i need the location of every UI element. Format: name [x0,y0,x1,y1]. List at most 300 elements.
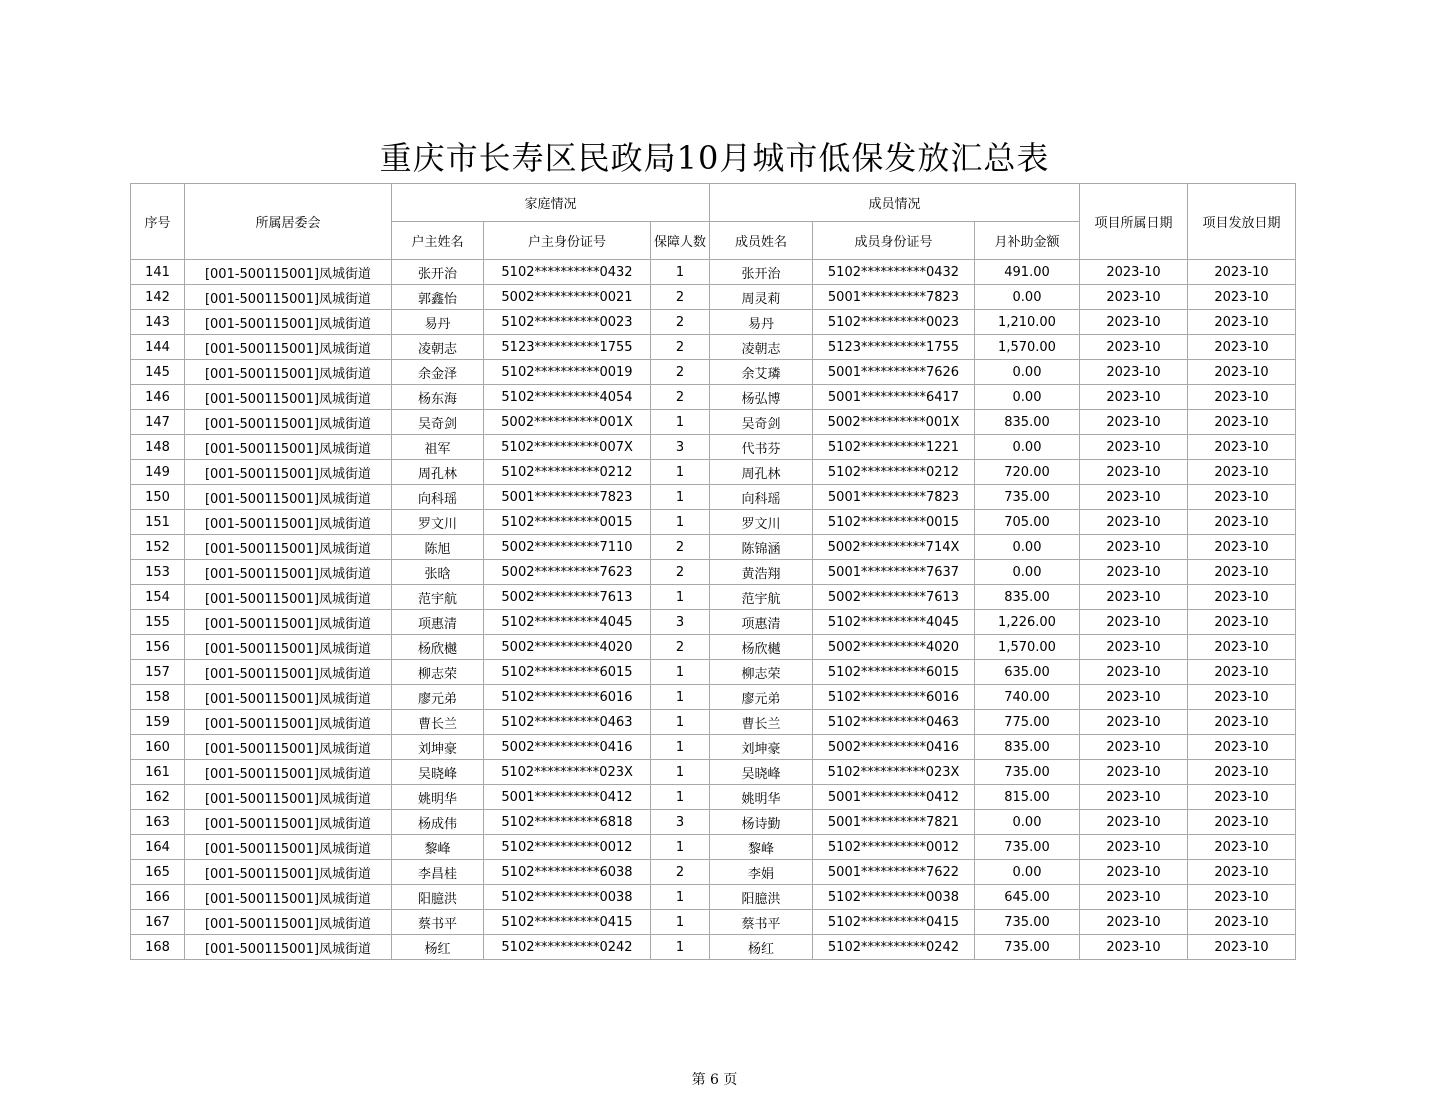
cell-head-name: 杨东海 [392,385,484,410]
cell-committee: [001-500115001]凤城街道 [185,410,392,435]
table-row [131,860,1296,885]
cell-member-id: 5002**********4020 [813,635,975,660]
cell-head-name: 罗文川 [392,510,484,535]
table-row [131,910,1296,935]
cell-head-name: 廖元弟 [392,685,484,710]
cell-persons: 2 [651,285,710,310]
cell-head-name: 李昌桂 [392,860,484,885]
cell-subsidy: 735.00 [975,935,1080,960]
header-head-name: 户主姓名 [392,222,484,260]
cell-persons: 3 [651,435,710,460]
cell-head-id: 5102**********4045 [484,610,651,635]
table-row [131,410,1296,435]
cell-member-id: 5102**********023X [813,760,975,785]
cell-subsidy: 0.00 [975,560,1080,585]
cell-member-name: 吴奇剑 [710,410,813,435]
cell-item-month: 2023-10 [1080,685,1188,710]
cell-seq: 153 [131,560,185,585]
cell-member-name: 蔡书平 [710,910,813,935]
cell-head-id: 5001**********7823 [484,485,651,510]
cell-subsidy: 740.00 [975,685,1080,710]
cell-issue-date: 2023-10 [1188,535,1296,560]
cell-subsidy: 835.00 [975,585,1080,610]
cell-persons: 1 [651,685,710,710]
cell-item-month: 2023-10 [1080,785,1188,810]
cell-member-name: 陈锦涵 [710,535,813,560]
cell-member-id: 5001**********7823 [813,285,975,310]
cell-subsidy: 1,570.00 [975,635,1080,660]
cell-persons: 1 [651,785,710,810]
cell-seq: 167 [131,910,185,935]
cell-head-id: 5102**********0015 [484,510,651,535]
cell-persons: 1 [651,885,710,910]
cell-persons: 1 [651,510,710,535]
header-member-group: 成员情况 [710,184,1080,222]
header-head-id: 户主身份证号 [484,222,651,260]
cell-seq: 163 [131,810,185,835]
cell-item-month: 2023-10 [1080,935,1188,960]
cell-committee: [001-500115001]凤城街道 [185,885,392,910]
cell-item-month: 2023-10 [1080,585,1188,610]
table-row [131,810,1296,835]
cell-head-id: 5102**********6016 [484,685,651,710]
cell-committee: [001-500115001]凤城街道 [185,535,392,560]
cell-issue-date: 2023-10 [1188,810,1296,835]
cell-persons: 2 [651,310,710,335]
cell-item-month: 2023-10 [1080,660,1188,685]
cell-head-id: 5102**********0242 [484,935,651,960]
cell-item-month: 2023-10 [1080,360,1188,385]
cell-subsidy: 835.00 [975,410,1080,435]
cell-member-id: 5102**********0432 [813,260,975,285]
cell-head-id: 5001**********0412 [484,785,651,810]
cell-member-id: 5102**********0015 [813,510,975,535]
subsidy-table [130,183,1296,960]
cell-issue-date: 2023-10 [1188,910,1296,935]
table-row [131,585,1296,610]
cell-member-name: 杨红 [710,935,813,960]
cell-seq: 158 [131,685,185,710]
cell-persons: 2 [651,860,710,885]
cell-issue-date: 2023-10 [1188,560,1296,585]
cell-subsidy: 0.00 [975,810,1080,835]
cell-seq: 146 [131,385,185,410]
cell-seq: 168 [131,935,185,960]
cell-member-id: 5001**********6417 [813,385,975,410]
cell-persons: 1 [651,835,710,860]
cell-item-month: 2023-10 [1080,460,1188,485]
cell-seq: 143 [131,310,185,335]
cell-subsidy: 1,226.00 [975,610,1080,635]
cell-committee: [001-500115001]凤城街道 [185,510,392,535]
header-member-id: 成员身份证号 [813,222,975,260]
cell-committee: [001-500115001]凤城街道 [185,360,392,385]
cell-committee: [001-500115001]凤城街道 [185,485,392,510]
cell-subsidy: 491.00 [975,260,1080,285]
cell-committee: [001-500115001]凤城街道 [185,910,392,935]
cell-member-name: 曹长兰 [710,710,813,735]
cell-head-name: 蔡书平 [392,910,484,935]
cell-head-id: 5002**********001X [484,410,651,435]
page-title: 重庆市长寿区民政局10月城市低保发放汇总表 [379,139,1050,177]
cell-seq: 166 [131,885,185,910]
cell-subsidy: 0.00 [975,860,1080,885]
cell-issue-date: 2023-10 [1188,435,1296,460]
cell-head-id: 5002**********4020 [484,635,651,660]
table-row [131,885,1296,910]
table-row [131,685,1296,710]
cell-head-id: 5102**********0212 [484,460,651,485]
table-row [131,635,1296,660]
cell-member-id: 5102**********6016 [813,685,975,710]
cell-head-name: 杨欣樾 [392,635,484,660]
cell-seq: 156 [131,635,185,660]
cell-member-id: 5102**********0242 [813,935,975,960]
cell-issue-date: 2023-10 [1188,635,1296,660]
cell-committee: [001-500115001]凤城街道 [185,285,392,310]
cell-item-month: 2023-10 [1080,310,1188,335]
cell-member-name: 廖元弟 [710,685,813,710]
cell-head-id: 5102**********0463 [484,710,651,735]
cell-seq: 149 [131,460,185,485]
cell-committee: [001-500115001]凤城街道 [185,385,392,410]
cell-committee: [001-500115001]凤城街道 [185,635,392,660]
cell-seq: 154 [131,585,185,610]
cell-member-id: 5102**********0012 [813,835,975,860]
cell-member-id: 5102**********0463 [813,710,975,735]
cell-issue-date: 2023-10 [1188,835,1296,860]
cell-head-id: 5102**********0432 [484,260,651,285]
cell-seq: 159 [131,710,185,735]
cell-subsidy: 0.00 [975,285,1080,310]
cell-head-name: 余金泽 [392,360,484,385]
table-row [131,835,1296,860]
cell-head-id: 5102**********0019 [484,360,651,385]
cell-subsidy: 735.00 [975,485,1080,510]
cell-committee: [001-500115001]凤城街道 [185,610,392,635]
cell-persons: 2 [651,635,710,660]
cell-committee: [001-500115001]凤城街道 [185,310,392,335]
cell-subsidy: 635.00 [975,660,1080,685]
cell-head-id: 5002**********7110 [484,535,651,560]
cell-committee: [001-500115001]凤城街道 [185,785,392,810]
cell-subsidy: 815.00 [975,785,1080,810]
cell-head-name: 杨成伟 [392,810,484,835]
cell-issue-date: 2023-10 [1188,385,1296,410]
cell-seq: 162 [131,785,185,810]
cell-item-month: 2023-10 [1080,410,1188,435]
cell-issue-date: 2023-10 [1188,610,1296,635]
cell-subsidy: 735.00 [975,910,1080,935]
cell-seq: 148 [131,435,185,460]
cell-member-name: 吴晓峰 [710,760,813,785]
cell-persons: 2 [651,360,710,385]
cell-seq: 142 [131,285,185,310]
cell-issue-date: 2023-10 [1188,735,1296,760]
table-row [131,935,1296,960]
cell-issue-date: 2023-10 [1188,460,1296,485]
cell-head-name: 黎峰 [392,835,484,860]
cell-persons: 1 [651,485,710,510]
header-family-group: 家庭情况 [392,184,710,222]
table-row [131,310,1296,335]
cell-committee: [001-500115001]凤城街道 [185,935,392,960]
cell-subsidy: 1,210.00 [975,310,1080,335]
cell-member-id: 5102**********4045 [813,610,975,635]
table-row [131,335,1296,360]
cell-head-id: 5102**********023X [484,760,651,785]
cell-member-id: 5001**********7821 [813,810,975,835]
cell-committee: [001-500115001]凤城街道 [185,435,392,460]
table-row [131,285,1296,310]
cell-committee: [001-500115001]凤城街道 [185,710,392,735]
cell-subsidy: 0.00 [975,435,1080,460]
cell-member-name: 李娟 [710,860,813,885]
cell-item-month: 2023-10 [1080,610,1188,635]
header-seq: 序号 [131,184,185,260]
cell-head-name: 陈旭 [392,535,484,560]
cell-persons: 1 [651,935,710,960]
cell-member-name: 罗文川 [710,510,813,535]
cell-head-name: 易丹 [392,310,484,335]
header-member-name: 成员姓名 [710,222,813,260]
cell-head-id: 5002**********0416 [484,735,651,760]
cell-committee: [001-500115001]凤城街道 [185,835,392,860]
table-row [131,660,1296,685]
cell-head-id: 5102**********0023 [484,310,651,335]
cell-head-name: 周孔林 [392,460,484,485]
cell-member-name: 阳臆洪 [710,885,813,910]
cell-member-id: 5102**********1221 [813,435,975,460]
cell-member-id: 5102**********0023 [813,310,975,335]
cell-head-id: 5102**********6818 [484,810,651,835]
cell-head-name: 柳志荣 [392,660,484,685]
cell-item-month: 2023-10 [1080,710,1188,735]
cell-subsidy: 1,570.00 [975,335,1080,360]
table-row [131,360,1296,385]
cell-issue-date: 2023-10 [1188,935,1296,960]
cell-persons: 2 [651,560,710,585]
table-row [131,485,1296,510]
cell-seq: 165 [131,860,185,885]
cell-head-name: 阳臆洪 [392,885,484,910]
cell-item-month: 2023-10 [1080,835,1188,860]
cell-issue-date: 2023-10 [1188,485,1296,510]
cell-item-month: 2023-10 [1080,510,1188,535]
table-row [131,260,1296,285]
cell-member-id: 5102**********0212 [813,460,975,485]
cell-persons: 1 [651,410,710,435]
cell-item-month: 2023-10 [1080,260,1188,285]
cell-seq: 155 [131,610,185,635]
cell-member-name: 易丹 [710,310,813,335]
cell-seq: 150 [131,485,185,510]
table-row [131,560,1296,585]
table-row [131,610,1296,635]
cell-seq: 144 [131,335,185,360]
cell-persons: 1 [651,735,710,760]
cell-issue-date: 2023-10 [1188,510,1296,535]
cell-head-id: 5102**********007X [484,435,651,460]
cell-member-name: 项惠清 [710,610,813,635]
cell-head-id: 5102**********0415 [484,910,651,935]
cell-issue-date: 2023-10 [1188,660,1296,685]
cell-member-name: 周灵莉 [710,285,813,310]
cell-member-id: 5001**********7637 [813,560,975,585]
cell-head-id: 5123**********1755 [484,335,651,360]
cell-head-name: 杨红 [392,935,484,960]
cell-persons: 1 [651,460,710,485]
cell-head-id: 5102**********6015 [484,660,651,685]
cell-seq: 160 [131,735,185,760]
table-row [131,710,1296,735]
cell-subsidy: 705.00 [975,510,1080,535]
table-row [131,435,1296,460]
cell-head-name: 项惠清 [392,610,484,635]
header-committee: 所属居委会 [185,184,392,260]
table-row [131,735,1296,760]
cell-seq: 151 [131,510,185,535]
cell-issue-date: 2023-10 [1188,260,1296,285]
cell-item-month: 2023-10 [1080,560,1188,585]
cell-subsidy: 835.00 [975,735,1080,760]
cell-member-id: 5102**********0415 [813,910,975,935]
cell-issue-date: 2023-10 [1188,710,1296,735]
cell-persons: 3 [651,810,710,835]
cell-item-month: 2023-10 [1080,435,1188,460]
cell-item-month: 2023-10 [1080,285,1188,310]
cell-member-id: 5002**********714X [813,535,975,560]
cell-committee: [001-500115001]凤城街道 [185,735,392,760]
cell-member-id: 5002**********7613 [813,585,975,610]
cell-item-month: 2023-10 [1080,635,1188,660]
table-row [131,535,1296,560]
cell-member-id: 5001**********7626 [813,360,975,385]
cell-item-month: 2023-10 [1080,335,1188,360]
cell-head-name: 吴晓峰 [392,760,484,785]
cell-persons: 1 [651,760,710,785]
cell-head-id: 5002**********7623 [484,560,651,585]
cell-persons: 1 [651,660,710,685]
cell-issue-date: 2023-10 [1188,685,1296,710]
header-item-month: 项目所属日期 [1080,184,1188,260]
cell-committee: [001-500115001]凤城街道 [185,760,392,785]
cell-item-month: 2023-10 [1080,385,1188,410]
cell-issue-date: 2023-10 [1188,360,1296,385]
cell-committee: [001-500115001]凤城街道 [185,860,392,885]
cell-head-id: 5102**********4054 [484,385,651,410]
cell-seq: 157 [131,660,185,685]
cell-member-name: 向科瑶 [710,485,813,510]
cell-member-name: 刘坤豪 [710,735,813,760]
cell-issue-date: 2023-10 [1188,785,1296,810]
header-persons: 保障人数 [651,222,710,260]
cell-head-name: 郭鑫怡 [392,285,484,310]
cell-item-month: 2023-10 [1080,735,1188,760]
cell-persons: 1 [651,910,710,935]
cell-subsidy: 735.00 [975,835,1080,860]
table-row [131,510,1296,535]
cell-head-name: 向科瑶 [392,485,484,510]
cell-subsidy: 735.00 [975,760,1080,785]
cell-subsidy: 645.00 [975,885,1080,910]
cell-persons: 2 [651,385,710,410]
cell-member-name: 杨弘博 [710,385,813,410]
cell-seq: 164 [131,835,185,860]
cell-persons: 3 [651,610,710,635]
cell-issue-date: 2023-10 [1188,585,1296,610]
cell-member-id: 5001**********7622 [813,860,975,885]
cell-seq: 141 [131,260,185,285]
page-number: 第 6 页 [691,1072,738,1088]
cell-member-name: 杨诗勤 [710,810,813,835]
cell-persons: 1 [651,710,710,735]
table-row [131,385,1296,410]
cell-subsidy: 0.00 [975,360,1080,385]
cell-member-name: 张开治 [710,260,813,285]
cell-persons: 2 [651,535,710,560]
table-row [131,760,1296,785]
cell-member-name: 凌朝志 [710,335,813,360]
cell-item-month: 2023-10 [1080,810,1188,835]
cell-member-name: 杨欣樾 [710,635,813,660]
cell-member-name: 柳志荣 [710,660,813,685]
cell-committee: [001-500115001]凤城街道 [185,260,392,285]
cell-member-id: 5102**********6015 [813,660,975,685]
cell-item-month: 2023-10 [1080,860,1188,885]
cell-head-id: 5102**********0038 [484,885,651,910]
cell-head-name: 吴奇剑 [392,410,484,435]
cell-committee: [001-500115001]凤城街道 [185,810,392,835]
cell-subsidy: 720.00 [975,460,1080,485]
cell-committee: [001-500115001]凤城街道 [185,335,392,360]
cell-subsidy: 0.00 [975,535,1080,560]
cell-seq: 147 [131,410,185,435]
cell-committee: [001-500115001]凤城街道 [185,685,392,710]
cell-head-name: 姚明华 [392,785,484,810]
cell-seq: 145 [131,360,185,385]
cell-subsidy: 775.00 [975,710,1080,735]
table-body [131,260,1296,960]
cell-member-name: 黄浩翔 [710,560,813,585]
header-issue-date: 项目发放日期 [1188,184,1296,260]
cell-member-id: 5002**********0416 [813,735,975,760]
cell-head-name: 曹长兰 [392,710,484,735]
cell-issue-date: 2023-10 [1188,860,1296,885]
cell-head-name: 张晗 [392,560,484,585]
cell-committee: [001-500115001]凤城街道 [185,560,392,585]
cell-committee: [001-500115001]凤城街道 [185,460,392,485]
cell-head-name: 张开治 [392,260,484,285]
cell-head-id: 5102**********0012 [484,835,651,860]
cell-persons: 1 [651,585,710,610]
cell-seq: 161 [131,760,185,785]
cell-seq: 152 [131,535,185,560]
cell-item-month: 2023-10 [1080,910,1188,935]
cell-head-name: 刘坤豪 [392,735,484,760]
cell-head-name: 范宇航 [392,585,484,610]
cell-persons: 1 [651,260,710,285]
cell-issue-date: 2023-10 [1188,310,1296,335]
cell-member-id: 5123**********1755 [813,335,975,360]
cell-issue-date: 2023-10 [1188,335,1296,360]
cell-member-id: 5102**********0038 [813,885,975,910]
cell-member-name: 周孔林 [710,460,813,485]
cell-member-name: 余艾璘 [710,360,813,385]
cell-issue-date: 2023-10 [1188,760,1296,785]
cell-member-id: 5001**********7823 [813,485,975,510]
cell-issue-date: 2023-10 [1188,885,1296,910]
